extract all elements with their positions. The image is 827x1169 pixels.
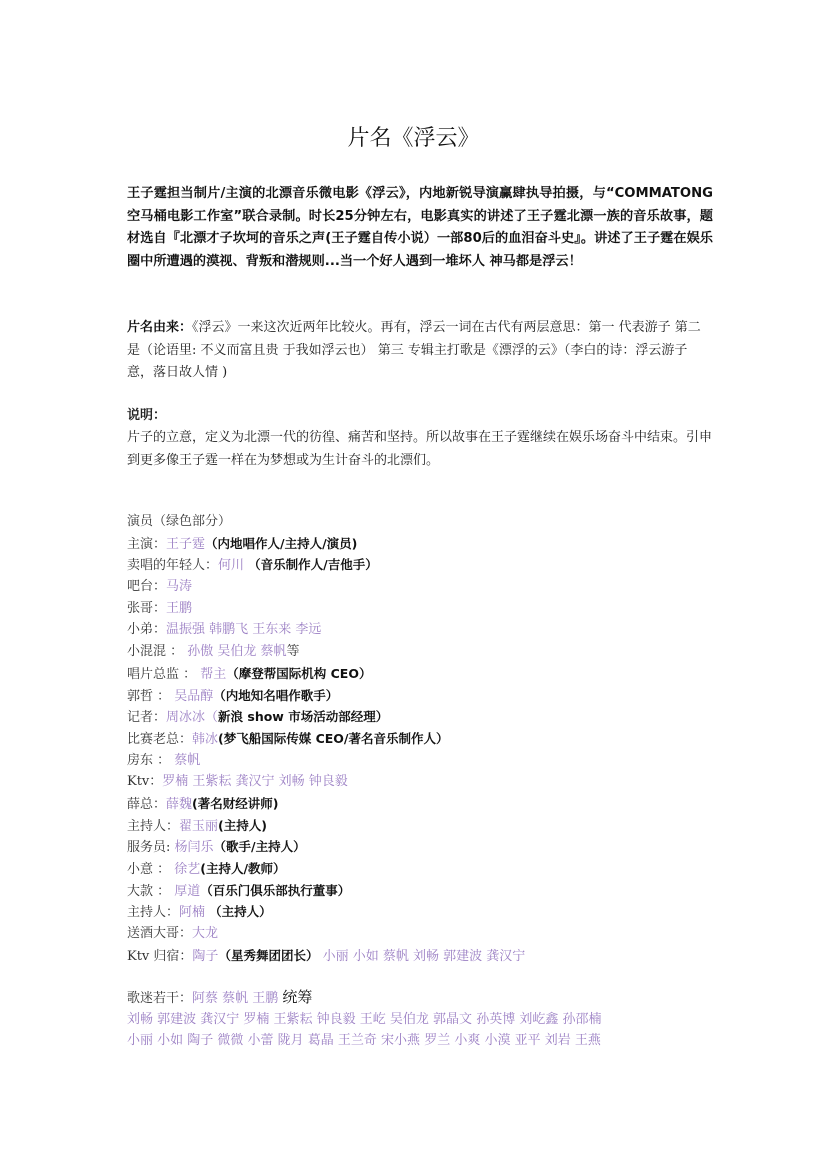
fans-line-2: 刘畅 郭建波 龚汉宁 罗楠 王紫耘 钟良毅 王屹 吴伯龙 郭晶文 孙英博 刘屹鑫 孙邵楠 (127, 1011, 602, 1027)
cast-actor: 韩冰 (192, 731, 219, 747)
cast-row (127, 706, 727, 728)
cast-row (127, 576, 727, 598)
cast-role: 大款 ： (127, 883, 175, 899)
cast-actor: 温振强 韩鹏飞 王东来 李远 (166, 622, 322, 638)
cast-actor: 厚道 (174, 883, 201, 899)
cast-actor: 大龙 (192, 926, 219, 942)
cast-row (127, 641, 727, 663)
title-origin-label: 片名由来： (127, 320, 193, 335)
coordinator-label: 统筹 (282, 988, 313, 1006)
cast-role: 张哥： (127, 600, 167, 616)
cast-role: 主持人： (127, 818, 180, 834)
cast-row (127, 771, 727, 793)
fans-section (127, 987, 727, 1052)
cast-row (127, 685, 727, 707)
cast-description: （星秀舞团团长） (218, 947, 319, 963)
page-title: 片名《浮云》 (347, 126, 480, 151)
title-origin-section (127, 317, 713, 385)
cast-actor: 孙傲 吴伯龙 蔡帆 (187, 644, 287, 660)
cast-row (127, 815, 727, 837)
cast-header: 演员（绿色部分） (127, 514, 232, 529)
cast-row (127, 533, 727, 555)
cast-extra-actors: 小丽 小如 蔡帆 刘畅 郭建波 龚汉宁 (318, 948, 526, 964)
cast-actor: 王子霆 (166, 536, 206, 552)
cast-description: （音乐制作人/吉他手） (248, 557, 378, 573)
cast-description: （内地知名唱作歌手） (213, 687, 339, 703)
cast-actor: 薛魏 (166, 796, 193, 812)
cast-role: 主演： (127, 536, 167, 552)
fans-label: 歌迷若干： (127, 991, 193, 1006)
cast-role: 房东 ： (127, 752, 175, 768)
cast-description: (著名财经讲师) (192, 795, 279, 811)
cast-role: Ktv 归宿： (127, 948, 193, 964)
cast-actor: 翟玉丽 (179, 818, 219, 834)
cast-description: 新浪 show 市场活动部经理） (218, 709, 389, 725)
cast-row (127, 598, 727, 620)
cast-role: Ktv： (127, 774, 163, 790)
cast-role: 记者： (127, 710, 167, 726)
cast-description: （摩登帮国际机构 CEO） (226, 665, 372, 681)
cast-role: 小混混 ： (127, 644, 188, 660)
cast-role: 服务员: (127, 840, 175, 856)
cast-actor: 吴品醇 (174, 688, 214, 704)
cast-row (127, 923, 727, 945)
cast-description: （百乐门俱乐部执行董事） (200, 882, 351, 898)
cast-list (127, 511, 727, 966)
cast-role: 小弟： (127, 622, 167, 638)
cast-description: (主持人) (218, 817, 267, 833)
cast-description: (主持人/教师） (200, 861, 286, 876)
cast-actor: 徐艺 (174, 862, 201, 877)
cast-row (127, 750, 727, 772)
cast-actor: 杨闫乐 (174, 840, 214, 856)
cast-role: 郭哲 ： (127, 688, 175, 704)
cast-description: （主持人） (209, 904, 272, 920)
cast-actor: 帮主 (200, 666, 227, 682)
cast-row (127, 663, 727, 685)
cast-actor: 周冰冰（ (166, 710, 219, 726)
cast-role: 比赛老总： (127, 731, 193, 747)
cast-row (127, 728, 727, 750)
fans-line-3: 小丽 小如 陶子 微微 小蕾 陇月 葛晶 王兰奇 宋小燕 罗兰 小爽 小漠 亚平 刘岩 王燕 (127, 1033, 601, 1049)
cast-role: 小意 ： (127, 862, 175, 877)
fans-names-first: 阿蔡 蔡帆 王鹏 (192, 991, 283, 1006)
cast-row (127, 880, 727, 902)
cast-row (127, 554, 727, 576)
cast-actor: 马涛 (166, 579, 193, 595)
cast-role: 薛总： (127, 796, 167, 812)
cast-actor: 蔡帆 (174, 752, 201, 768)
cast-description: （内地唱作人/主持人/演员) (205, 535, 358, 551)
cast-row (127, 836, 727, 858)
cast-role: 吧台： (127, 579, 167, 595)
cast-description: （歌手/主持人） (213, 839, 306, 855)
cast-actor: 阿楠 (179, 905, 210, 921)
cast-description: (梦飞船国际传媒 CEO/著名音乐制作人） (218, 730, 449, 746)
cast-actor: 陶子 (192, 948, 219, 964)
cast-role: 主持人： (127, 905, 180, 921)
cast-row (127, 793, 727, 815)
cast-role: 送酒大哥： (127, 926, 193, 942)
cast-description: 等 (286, 644, 300, 660)
cast-role: 卖唱的年轻人： (127, 558, 219, 574)
cast-row (127, 945, 727, 967)
title-origin-text: 《浮云》一来这次近两年比较火。再有，浮云一词在古代有两层意思：第一 代表游子 第二 是（论语里: 不义而富且贵 于我如浮云也） 第三 专辑主打歌是《漂浮的云》（李白的诗：浮云游子意，落日故人情 ) (127, 320, 701, 380)
cast-actor: 罗楠 王紫耘 龚汉宁 刘畅 钟良毅 (162, 774, 348, 790)
cast-role: 唱片总监 ： (127, 666, 201, 682)
cast-actor: 何川 (218, 558, 249, 574)
cast-row (127, 619, 727, 641)
cast-row (127, 901, 727, 923)
intro-paragraph: 王子霆担当制片/主演的北漂音乐微电影《浮云》，内地新锐导演赢肆执导拍摄，与“COMMATONG空马桶电影工作室”联合录制。时长25分钟左右，电影真实的讲述了王子霆北漂一族的音乐故事，题材选自『北漂才子坎坷的音乐之声(王子霆自传小说）一部80后的血泪奋斗史』。讲述了王子霆在娱乐圈中所遭遇的漠视、背叛和潜规则...当一个好人遇到一堆坏人 神马都是浮云！ (127, 186, 713, 269)
cast-actor: 王鹏 (166, 600, 193, 616)
note-label: 说明： (127, 408, 167, 423)
fans-line-1 (127, 987, 727, 1009)
cast-row (127, 858, 727, 880)
note-text: 片子的立意，定义为北漂一代的彷徨、痛苦和坚持。所以故事在王子霆继续在娱乐场奋斗中结束。引申到更多像王子霆一样在为梦想或为生计奋斗的北漂们。 (127, 430, 713, 468)
